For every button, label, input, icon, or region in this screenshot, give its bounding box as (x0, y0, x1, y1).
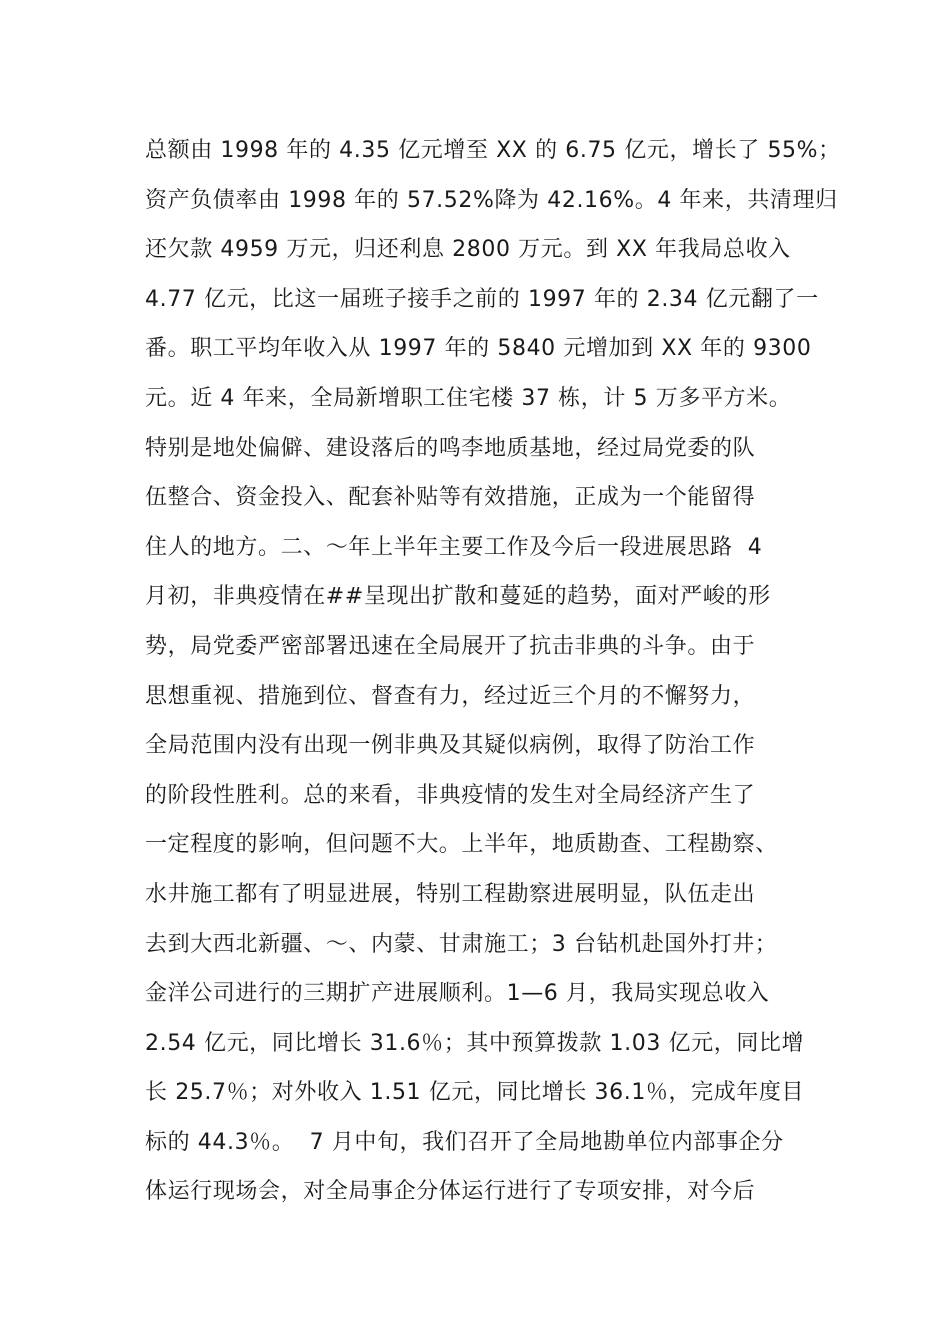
body-text (145, 126, 841, 1217)
text-line: 2.54 亿元，同比增长 31.6％；其中预算拨款 1.03 亿元，同比增 (145, 1030, 805, 1056)
text-line: 伍整合、资金投入、配套补贴等有效措施，正成为一个能留得 (145, 485, 756, 511)
text-line: 还欠款 4959 万元，归还利息 2800 万元。到 XX 年我局总收入 (145, 237, 791, 263)
text-line: 4.77 亿元，比这一届班子接手之前的 1997 年的 2.34 亿元翻了一 (145, 286, 819, 312)
text-line: 全局范围内没有出现一例非典及其疑似病例，取得了防治工作 (145, 733, 756, 759)
text-line: 月初，非典疫情在##呈现出扩散和蔓延的趋势，面对严峻的形 (145, 584, 771, 610)
text-line: 标的 44.3％。 7 月中旬，我们召开了全局地勘单位内部事企分 (145, 1129, 784, 1155)
text-line: 元。近 4 年来，全局新增职工住宅楼 37 栋，计 5 万多平方米。 (145, 385, 792, 411)
text-line: 总额由 1998 年的 4.35 亿元增至 XX 的 6.75 亿元，增长了 55%； (145, 138, 841, 163)
text-line: 特别是地处偏僻、建设落后的鸣李地质基地，经过局党委的队 (145, 435, 756, 461)
text-line: 势，局党委严密部署迅速在全局展开了抗击非典的斗争。由于 (145, 633, 756, 659)
text-line: 住人的地方。二、～年上半年主要工作及今后一段进展思路 4 (145, 534, 763, 560)
text-line: 体运行现场会，对全局事企分体运行进行了专项安排，对今后 (145, 1179, 756, 1205)
text-line: 去到大西北新疆、～、内蒙、甘肃施工；3 台钻机赴国外打井； (145, 931, 778, 957)
text-line: 资产负债率由 1998 年的 57.52%降为 42.16%。4 年来，共清理归 (145, 187, 838, 213)
text-line: 思想重视、措施到位、督查有力，经过近三个月的不懈努力， (145, 683, 756, 709)
text-line: 金洋公司进行的三期扩产进展顺利。1—6 月，我局实现总收入 (145, 981, 770, 1007)
text-line: 一定程度的影响，但问题不大。上半年，地质勘查、工程勘察、 (145, 832, 778, 858)
text-line: 番。职工平均年收入从 1997 年的 5840 元增加到 XX 年的 9300 (145, 336, 812, 362)
text-line: 的阶段性胜利。总的来看，非典疫情的发生对全局经济产生了 (145, 782, 756, 808)
text-line: 长 25.7％；对外收入 1.51 亿元，同比增长 36.1％，完成年度目 (145, 1080, 805, 1106)
text-line: 水井施工都有了明显进展，特别工程勘察进展明显，队伍走出 (145, 881, 756, 907)
